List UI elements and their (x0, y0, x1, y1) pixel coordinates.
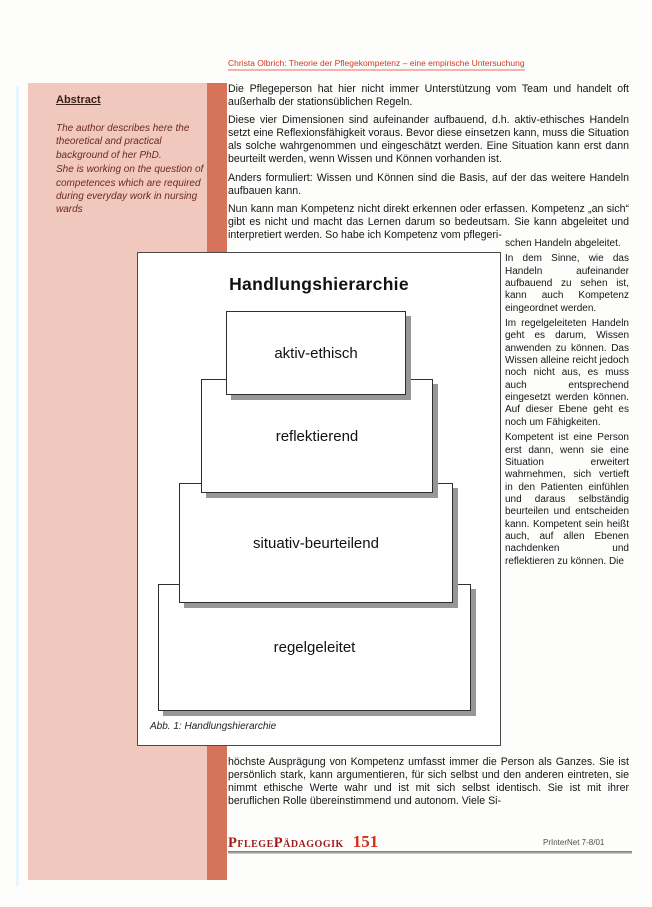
body-paragraph: Die Pflegeperson hat hier nicht immer Unterstützung vom Team und handelt oft außerhalb der stationsüblichen Regeln. (228, 83, 629, 109)
main-text-block (228, 83, 629, 247)
body-paragraph: höchste Ausprägung von Kompetenz umfasst immer die Person als Ganzes. Sie ist persönlich stark, kann argumentieren, für sich selbst und den anderen eintreten, sie nimmt ethische Werte wahr und ist mit sich selbst identisch. Sie ist mit ihrer beruflichen Rolle übereinstimmend und autonom. Viele Si- (228, 756, 629, 808)
figure-title: Handlungshierarchie (229, 274, 409, 294)
footer-left (228, 832, 378, 852)
column-paragraph: In dem Sinne, wie das Handeln aufeinander aufbauend zu sehen ist, kann auch Kompetenz eingeordnet werden. (505, 253, 629, 314)
running-header-text: Christa Olbrich: Theorie der Pflegekompetenz – eine empirische Untersuchung (228, 58, 525, 71)
abstract-paragraph: The author describes here the theoretical and practical background of her PhD. (56, 123, 190, 161)
figure-panel (137, 252, 501, 746)
figure-caption: Abb. 1: Handlungshierarchie (150, 721, 277, 732)
abstract-panel (56, 94, 204, 218)
abstract-paragraph: She is working on the question of competences which are required during everyday work in nursing wards (56, 164, 204, 216)
hierarchy-level-aktiv-ethisch (226, 311, 406, 395)
footer-rule (228, 851, 632, 854)
level-label: situativ-beurteilend (253, 534, 379, 552)
column-paragraph: Im regelgeleiteten Handeln geht es darum, Wissen anwenden zu können. Das Wissen alleine reicht jedoch noch nicht aus, es muss auch entsprechend eingesetzt werden können. Auf dieser Ebene geht es noch um Fähigkeiten. (505, 318, 629, 428)
right-text-column (505, 238, 629, 571)
level-label: aktiv-ethisch (274, 344, 358, 362)
running-header (228, 58, 630, 71)
abstract-title: Abstract (56, 94, 101, 106)
body-paragraph: Nun kann man Kompetenz nicht direkt erkennen oder erfassen. Kompetenz „an sich“ gibt es nicht und macht das Lernen darum so bedeutsam. Sie kann abgeleitet und interpretiert werden. So habe ich Kompetenz vom pflegeri- (228, 202, 629, 241)
scan-artifact-line (16, 86, 19, 886)
hierarchy-level-reflektierend (201, 379, 433, 493)
level-label: reflektierend (275, 427, 359, 445)
hierarchy-level-situativ-beurteilend (179, 483, 453, 603)
bottom-text-block (228, 756, 629, 813)
hierarchy-level-regelgeleitet (158, 584, 471, 711)
footer-page-number: 151 (352, 832, 379, 851)
footer-issue-label: PrInterNet 7-8/01 (543, 838, 605, 847)
body-paragraph: Diese vier Dimensionen sind aufeinander aufbauend, d.h. aktiv-ethisches Handeln setzt eine Reflexionsfähigkeit voraus. Bevor diese einsetzen kann, muss die Situation als solche wahrgenommen und eingeschätzt werden. Eine Situation kann erst dann beurteilt werden, wenn Wissen und Können vorhanden ist. (228, 114, 629, 166)
body-paragraph: Anders formuliert: Wissen und Können sind die Basis, auf der das weitere Handeln aufbauen kann. (228, 171, 629, 197)
level-label: regelgeleitet (273, 639, 356, 656)
footer-section-title: PflegePädagogik (228, 835, 344, 851)
column-paragraph: schen Handeln abgeleitet. (505, 238, 621, 249)
column-paragraph: Kompetent ist eine Person erst dann, wenn sie eine Situation erweitert wahrnehmen, sich vertieft in den Patienten einfühlen und daraus selbständig beurteilen und entscheiden kann. Kompetent sein heißt auch, auf allen Ebenen nachdenken und reflektieren zu können. Die (505, 432, 629, 567)
